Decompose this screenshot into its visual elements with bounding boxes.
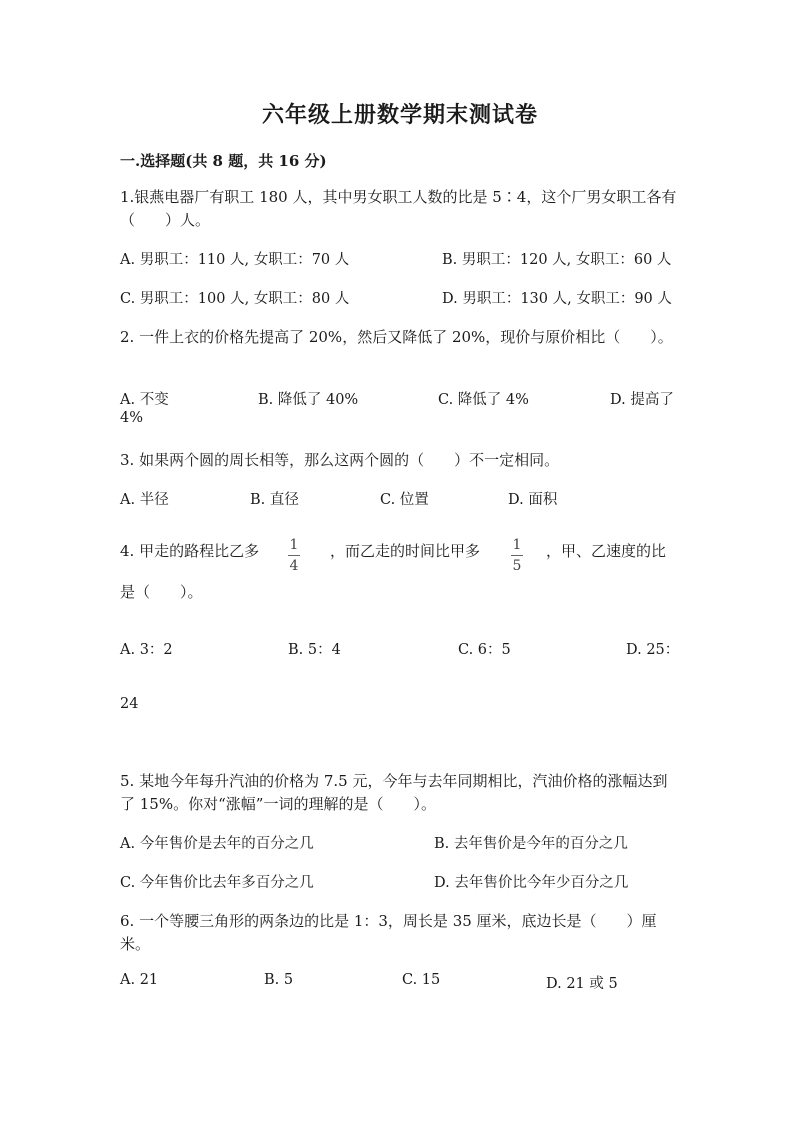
question-6-option-c: C. 15 <box>402 972 441 988</box>
question-6-option-d: D. 21 或 5 <box>546 976 618 992</box>
question-1-stem: 1.银燕电器厂有职工 180 人，其中男女职工人数的比是 5∶4，这个厂男女职工各有（ ）人。 <box>120 188 677 229</box>
question-2-option-d-wrap: 4% <box>120 410 144 426</box>
question-4-option-c: C. 6：5 <box>458 642 511 658</box>
fraction-denominator: 5 <box>512 558 522 574</box>
question-5-option-a: A. 今年售价是去年的百分之几 <box>120 836 314 852</box>
fraction-bar <box>511 555 523 556</box>
question-1-option-b: B. 男职工：120 人, 女职工：60 人 <box>442 252 672 268</box>
question-4-stem-part1: 4. 甲走的路程比乙多 <box>120 542 260 560</box>
section-heading: 一.选择题(共 8 题，共 16 分) <box>120 152 327 170</box>
question-1-option-a: A. 男职工：110 人, 女职工：70 人 <box>120 252 350 268</box>
fraction-one-quarter <box>288 536 300 575</box>
question-2-stem: 2. 一件上衣的价格先提高了 20%，然后又降低了 20%，现价与原价相比（ ）。 <box>120 328 673 346</box>
question-6-option-b: B. 5 <box>264 972 294 988</box>
question-1-option-c: C. 男职工：100 人, 女职工：80 人 <box>120 291 350 307</box>
question-3-option-c: C. 位置 <box>380 492 429 508</box>
question-1-option-d: D. 男职工：130 人, 女职工：90 人 <box>442 291 672 307</box>
question-2-option-d: D. 提高了 <box>610 392 674 408</box>
fraction-numerator: 1 <box>289 537 299 553</box>
question-2-option-b: B. 降低了 40% <box>258 392 359 408</box>
question-4-stem-line2: 是（ ）。 <box>120 583 203 601</box>
question-4-stem-part2: ，而乙走的时间比甲多 <box>330 542 481 560</box>
question-3-stem: 3. 如果两个圆的周长相等，那么这两个圆的（ ）不一定相同。 <box>120 451 560 469</box>
question-4-stem-part3: ，甲、乙速度的比 <box>546 542 667 560</box>
question-2-option-a: A. 不变 <box>120 392 169 408</box>
question-5-option-d: D. 去年售价比今年少百分之几 <box>434 875 629 891</box>
question-4-option-d-wrap: 24 <box>120 696 139 712</box>
question-4-option-a: A. 3：2 <box>120 642 173 658</box>
fraction-bar <box>288 555 300 556</box>
question-6-stem: 6. 一个等腰三角形的两条边的比是 1：3，周长是 35 厘米，底边长是（ ）厘米。 <box>120 912 657 953</box>
fraction-one-fifth <box>511 536 523 575</box>
question-5-option-b: B. 去年售价是今年的百分之几 <box>434 836 628 852</box>
question-5-stem: 5. 某地今年每升汽油的价格为 7.5 元，今年与去年同期相比，汽油价格的涨幅达到了 15%。你对“涨幅”一词的理解的是（ ）。 <box>120 772 668 813</box>
fraction-numerator: 1 <box>512 537 522 553</box>
question-4-option-b: B. 5：4 <box>288 642 341 658</box>
question-3-option-d: D. 面积 <box>508 492 558 508</box>
fraction-denominator: 4 <box>289 558 299 574</box>
question-2-option-c: C. 降低了 4% <box>438 392 529 408</box>
page-title: 六年级上册数学期末测试卷 <box>261 102 538 128</box>
question-5-option-c: C. 今年售价比去年多百分之几 <box>120 875 314 891</box>
question-3-option-a: A. 半径 <box>120 492 169 508</box>
question-4-option-d: D. 25： <box>626 642 680 658</box>
question-3-option-b: B. 直径 <box>250 492 299 508</box>
question-6-option-a: A. 21 <box>120 972 159 988</box>
